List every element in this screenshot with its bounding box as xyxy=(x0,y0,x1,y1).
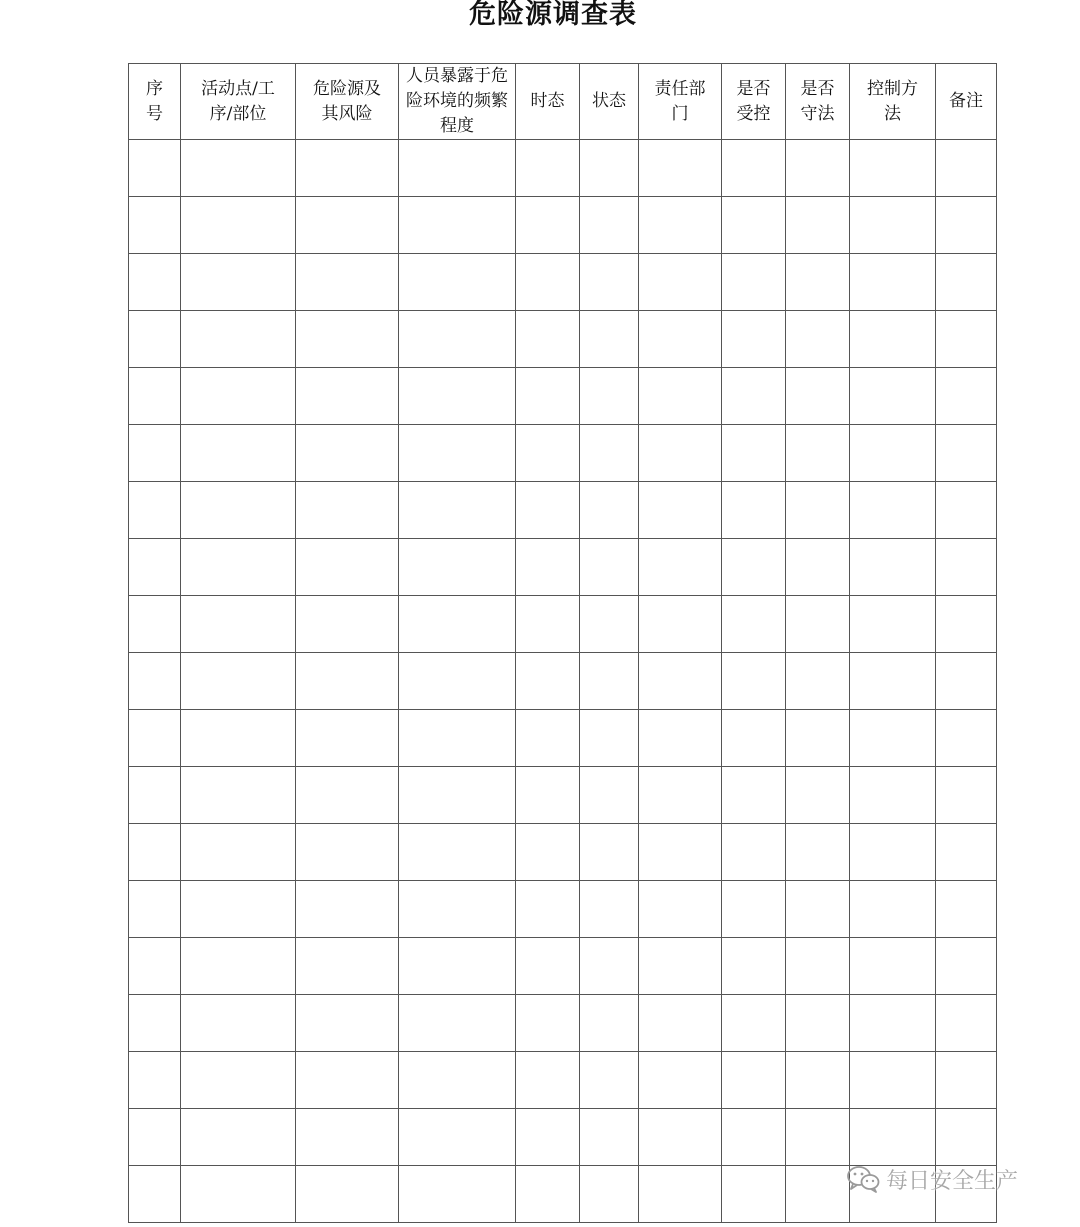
table-cell xyxy=(181,824,296,881)
table-cell xyxy=(516,425,580,482)
table-cell xyxy=(639,1109,722,1166)
column-header-is-compliant xyxy=(786,64,850,140)
table-cell xyxy=(936,653,997,710)
column-header-label: 是否守法 xyxy=(800,78,835,124)
table-cell xyxy=(722,1166,786,1223)
table-cell xyxy=(580,140,639,197)
table-cell xyxy=(399,1166,516,1223)
table-cell xyxy=(516,368,580,425)
table-cell xyxy=(722,368,786,425)
table-cell xyxy=(399,1109,516,1166)
table-cell xyxy=(129,995,181,1052)
table-cell xyxy=(936,938,997,995)
table-cell xyxy=(181,254,296,311)
table-cell xyxy=(399,311,516,368)
table-cell xyxy=(296,539,399,596)
column-header-tense xyxy=(516,64,580,140)
table-cell xyxy=(786,140,850,197)
table-cell xyxy=(722,596,786,653)
table-cell xyxy=(181,482,296,539)
table-cell xyxy=(580,653,639,710)
column-header-label: 人员暴露于危险环境的频繁程度 xyxy=(406,66,508,136)
table-cell xyxy=(181,938,296,995)
table-header-row xyxy=(129,64,997,140)
table-cell xyxy=(722,140,786,197)
table-cell xyxy=(296,254,399,311)
table-cell xyxy=(296,425,399,482)
table-cell xyxy=(129,1052,181,1109)
table-row xyxy=(129,254,997,311)
table-cell xyxy=(936,311,997,368)
table-cell xyxy=(580,197,639,254)
table-cell xyxy=(181,368,296,425)
table-cell xyxy=(786,254,850,311)
table-cell xyxy=(639,824,722,881)
table-cell xyxy=(639,311,722,368)
table-row xyxy=(129,425,997,482)
column-header-state xyxy=(580,64,639,140)
table-cell xyxy=(296,881,399,938)
table-cell xyxy=(936,881,997,938)
table-cell xyxy=(181,1109,296,1166)
table-cell xyxy=(296,1166,399,1223)
table-cell xyxy=(129,1109,181,1166)
table-cell xyxy=(786,710,850,767)
table-cell xyxy=(181,425,296,482)
table-cell xyxy=(296,995,399,1052)
table-cell xyxy=(296,824,399,881)
table-cell xyxy=(580,254,639,311)
table-cell xyxy=(936,824,997,881)
table-cell xyxy=(722,653,786,710)
table-cell xyxy=(786,824,850,881)
hazard-survey-table xyxy=(128,63,997,1223)
column-header-control-method xyxy=(850,64,936,140)
table-cell xyxy=(129,653,181,710)
table-row xyxy=(129,824,997,881)
table-cell xyxy=(936,596,997,653)
table-cell xyxy=(580,1166,639,1223)
table-cell xyxy=(399,995,516,1052)
table-cell xyxy=(850,482,936,539)
column-header-label: 活动点/工序/部位 xyxy=(201,78,275,124)
column-header-label: 是否受控 xyxy=(736,78,771,124)
table-cell xyxy=(786,881,850,938)
table-cell xyxy=(129,1166,181,1223)
table-cell xyxy=(399,824,516,881)
table-cell xyxy=(296,1109,399,1166)
table-cell xyxy=(580,539,639,596)
table-cell xyxy=(639,596,722,653)
table-cell xyxy=(639,1166,722,1223)
table-row xyxy=(129,596,997,653)
wechat-icon xyxy=(846,1165,880,1193)
table-cell xyxy=(129,881,181,938)
table-cell xyxy=(722,197,786,254)
table-cell xyxy=(181,140,296,197)
table-cell xyxy=(399,368,516,425)
table-row xyxy=(129,881,997,938)
column-header-responsible-department xyxy=(639,64,722,140)
table-cell xyxy=(639,539,722,596)
table-cell xyxy=(722,824,786,881)
watermark-text: 每日安全生产 xyxy=(886,1168,1019,1194)
table-cell xyxy=(516,995,580,1052)
table-cell xyxy=(181,539,296,596)
table-cell xyxy=(850,311,936,368)
table-cell xyxy=(129,140,181,197)
table-cell xyxy=(722,938,786,995)
table-cell xyxy=(399,539,516,596)
table-cell xyxy=(296,653,399,710)
table-cell xyxy=(399,197,516,254)
table-cell xyxy=(129,254,181,311)
table-cell xyxy=(399,482,516,539)
column-header-exposure-frequency xyxy=(399,64,516,140)
table-cell xyxy=(181,653,296,710)
table-cell xyxy=(296,482,399,539)
table-cell xyxy=(786,995,850,1052)
table-cell xyxy=(936,368,997,425)
table-cell xyxy=(296,938,399,995)
column-header-label: 控制方法 xyxy=(867,78,918,124)
table-cell xyxy=(936,140,997,197)
table-cell xyxy=(399,1052,516,1109)
table-cell xyxy=(516,596,580,653)
table-cell xyxy=(722,311,786,368)
table-cell xyxy=(129,824,181,881)
table-cell xyxy=(516,1166,580,1223)
table-cell xyxy=(786,368,850,425)
table-cell xyxy=(129,482,181,539)
table-cell xyxy=(580,1109,639,1166)
column-header-label: 备注 xyxy=(949,91,983,111)
watermark xyxy=(846,1162,1018,1196)
table-cell xyxy=(399,938,516,995)
table-cell xyxy=(850,881,936,938)
table-cell xyxy=(580,824,639,881)
table-cell xyxy=(580,482,639,539)
table-cell xyxy=(722,425,786,482)
table-cell xyxy=(516,140,580,197)
table-cell xyxy=(580,995,639,1052)
table-cell xyxy=(639,254,722,311)
table-cell xyxy=(296,197,399,254)
table-cell xyxy=(786,767,850,824)
table-row xyxy=(129,767,997,824)
table-cell xyxy=(516,1109,580,1166)
column-header-label: 危险源及其风险 xyxy=(313,78,381,124)
table-cell xyxy=(850,140,936,197)
table-cell xyxy=(786,938,850,995)
table-cell xyxy=(399,710,516,767)
table-cell xyxy=(181,995,296,1052)
table-cell xyxy=(129,311,181,368)
table-cell xyxy=(129,710,181,767)
table-cell xyxy=(786,425,850,482)
table-cell xyxy=(580,881,639,938)
table-row xyxy=(129,653,997,710)
table-cell xyxy=(936,482,997,539)
table-row xyxy=(129,995,997,1052)
table-cell xyxy=(786,197,850,254)
column-header-activity-location xyxy=(181,64,296,140)
table-cell xyxy=(722,881,786,938)
table-cell xyxy=(936,539,997,596)
table-row xyxy=(129,1109,997,1166)
table-cell xyxy=(850,938,936,995)
table-cell xyxy=(181,197,296,254)
table-cell xyxy=(516,254,580,311)
table-cell xyxy=(850,197,936,254)
table-cell xyxy=(580,710,639,767)
table-cell xyxy=(399,653,516,710)
table-cell xyxy=(580,767,639,824)
table-cell xyxy=(399,425,516,482)
table-cell xyxy=(580,425,639,482)
table-cell xyxy=(516,938,580,995)
table-cell xyxy=(639,482,722,539)
table-cell xyxy=(639,710,722,767)
table-cell xyxy=(399,767,516,824)
table-row xyxy=(129,197,997,254)
table-cell xyxy=(639,995,722,1052)
table-cell xyxy=(181,596,296,653)
table-cell xyxy=(580,596,639,653)
table-cell xyxy=(516,311,580,368)
table-cell xyxy=(850,767,936,824)
table-cell xyxy=(850,254,936,311)
table-cell xyxy=(296,311,399,368)
column-header-label: 状态 xyxy=(592,91,626,111)
table-cell xyxy=(722,995,786,1052)
table-cell xyxy=(181,311,296,368)
table-cell xyxy=(129,368,181,425)
table-cell xyxy=(580,1052,639,1109)
table-row xyxy=(129,311,997,368)
table-cell xyxy=(722,539,786,596)
table-cell xyxy=(786,482,850,539)
table-cell xyxy=(399,254,516,311)
table-cell xyxy=(181,767,296,824)
table-cell xyxy=(399,140,516,197)
table-cell xyxy=(722,482,786,539)
table-cell xyxy=(129,539,181,596)
table-cell xyxy=(129,767,181,824)
table-cell xyxy=(516,539,580,596)
page-title: 危险源调查表 xyxy=(469,0,637,30)
table-cell xyxy=(936,1109,997,1166)
table-cell xyxy=(850,1109,936,1166)
table-cell xyxy=(786,311,850,368)
table-cell xyxy=(129,938,181,995)
table-cell xyxy=(296,140,399,197)
table-cell xyxy=(296,596,399,653)
table-cell xyxy=(399,881,516,938)
table-cell xyxy=(516,197,580,254)
table-cell xyxy=(516,767,580,824)
table-cell xyxy=(722,767,786,824)
table-cell xyxy=(850,539,936,596)
column-header-serial-number xyxy=(129,64,181,140)
table-cell xyxy=(129,425,181,482)
table-cell xyxy=(850,596,936,653)
table-cell xyxy=(296,368,399,425)
table-cell xyxy=(722,1109,786,1166)
table-cell xyxy=(516,710,580,767)
table-cell xyxy=(639,197,722,254)
column-header-label: 时态 xyxy=(530,91,565,111)
table-row xyxy=(129,482,997,539)
table-cell xyxy=(786,539,850,596)
table-row xyxy=(129,140,997,197)
table-cell xyxy=(580,938,639,995)
table-cell xyxy=(936,995,997,1052)
column-header-label: 序号 xyxy=(146,78,163,124)
table-cell xyxy=(296,767,399,824)
table-cell xyxy=(722,710,786,767)
table-cell xyxy=(936,425,997,482)
table-cell xyxy=(786,1109,850,1166)
table-cell xyxy=(722,254,786,311)
table-cell xyxy=(850,824,936,881)
table-cell xyxy=(639,140,722,197)
table-cell xyxy=(850,1052,936,1109)
table-cell xyxy=(850,710,936,767)
table-cell xyxy=(516,482,580,539)
table-cell xyxy=(129,197,181,254)
table-row xyxy=(129,539,997,596)
table-cell xyxy=(296,710,399,767)
table-cell xyxy=(850,995,936,1052)
table-cell xyxy=(850,653,936,710)
table-cell xyxy=(580,368,639,425)
table-cell xyxy=(936,197,997,254)
table-cell xyxy=(786,1052,850,1109)
table-cell xyxy=(936,1052,997,1109)
table-cell xyxy=(129,596,181,653)
table-cell xyxy=(786,653,850,710)
table-row xyxy=(129,368,997,425)
table-cell xyxy=(850,425,936,482)
column-header-is-controlled xyxy=(722,64,786,140)
table-cell xyxy=(580,311,639,368)
table-cell xyxy=(516,653,580,710)
column-header-remarks xyxy=(936,64,997,140)
table-cell xyxy=(850,368,936,425)
table-cell xyxy=(181,1166,296,1223)
table-cell xyxy=(639,881,722,938)
table-cell xyxy=(786,596,850,653)
table-cell xyxy=(296,1052,399,1109)
table-cell xyxy=(639,1052,722,1109)
table-cell xyxy=(181,881,296,938)
table-cell xyxy=(399,596,516,653)
table-cell xyxy=(639,653,722,710)
table-row xyxy=(129,938,997,995)
table-body xyxy=(129,140,997,1223)
table-cell xyxy=(936,767,997,824)
table-cell xyxy=(516,881,580,938)
table-cell xyxy=(639,767,722,824)
column-header-label: 责任部门 xyxy=(654,78,706,124)
table-cell xyxy=(181,1052,296,1109)
table-cell xyxy=(639,425,722,482)
table-cell xyxy=(722,1052,786,1109)
column-header-hazard-risk xyxy=(296,64,399,140)
table-cell xyxy=(936,254,997,311)
table-row xyxy=(129,1052,997,1109)
table-cell xyxy=(516,824,580,881)
table-cell xyxy=(516,1052,580,1109)
table-cell xyxy=(639,938,722,995)
table-cell xyxy=(936,710,997,767)
table-cell xyxy=(786,1166,850,1223)
table-row xyxy=(129,710,997,767)
table-cell xyxy=(181,710,296,767)
table-cell xyxy=(639,368,722,425)
